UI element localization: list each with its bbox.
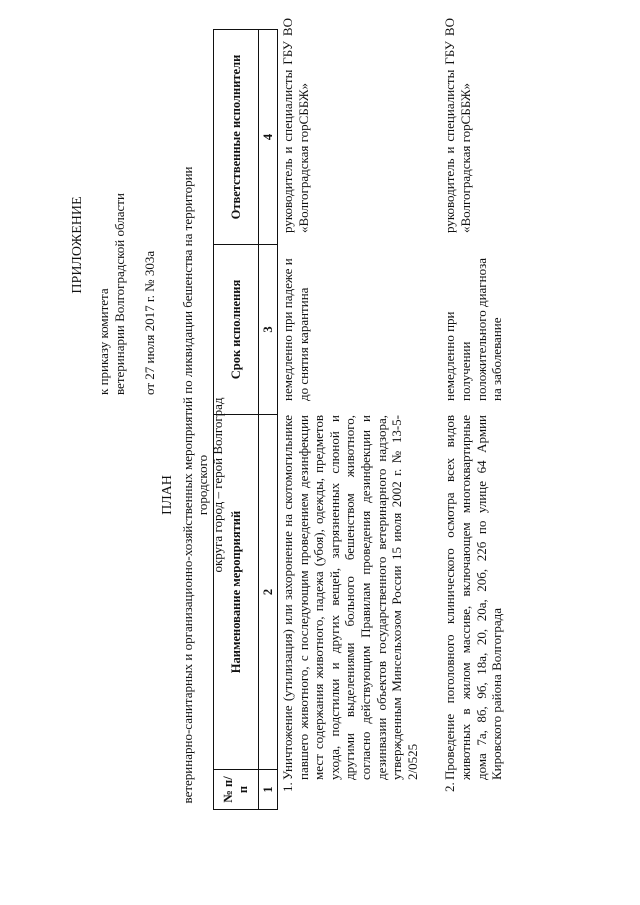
plan-subtitle-line-1: ветеринарно-санитарных и организационно-хозяйственных мероприятий по ликвидации бешенства на территории городского [180, 166, 210, 804]
table-row [280, 10, 420, 810]
plan-subtitle-line-2: округа город – герой Волгоград [210, 397, 225, 573]
table-row [442, 10, 504, 810]
row-deadline: немедленно при получении положительного диагноза на заболевание [442, 257, 505, 401]
column-number-row [259, 30, 278, 810]
row-measure: Проведение поголовного клинического осмотра всех видов животных в жилом массиве, включающем многоквартирные дома 7а, 8б, 9б, 18а, 20, 20а, 20б, 22б по улице 64 Армии Кировского района Волгограда [442, 415, 505, 780]
row-measure: Уничтожение (утилизация) или захоронение на скотомогильнике павшего животного, с последующим проведением дезинфекции мест содержания животного, падежа (убоя), одежды, предметов ухода, подстилки и других вещей, загрязненных слюной и другими выделениями больного бешенством животного, согласно действующим Правилам проведения дезинфекции и дезинвазии объектов государственного ветеринарного надзора, утвержденным Минсельхозом России 15 июля 2002 г. № 13-5-2/0525 [280, 415, 420, 780]
appendix-line-1: к приказу комитета [96, 288, 111, 395]
plan-title: ПЛАН [160, 475, 175, 515]
column-number-2: 2 [259, 415, 278, 770]
appendix-line-2: ветеринарии Волгоградской области [112, 193, 127, 395]
header-cell-responsible: Ответственные исполнители [214, 30, 259, 245]
row-deadline: немедленно при падеже и до снятия карантина [280, 258, 311, 401]
header-cell-name: Наименование мероприятий [214, 415, 259, 770]
header-cell-deadline: Срок исполнения [214, 245, 259, 415]
row-responsible: руководитель и специалисты ГБУ ВО «Волгоградская горСББЖ» [280, 18, 311, 233]
plan-rows [280, 10, 527, 810]
appendix-title: ПРИЛОЖЕНИЕ [70, 196, 85, 294]
row-responsible: руководитель и специалисты ГБУ ВО «Волгоградская горСББЖ» [442, 18, 473, 233]
column-number-4: 4 [259, 30, 278, 245]
column-number-3: 3 [259, 245, 278, 415]
appendix-date: от 27 июля 2017 г. № 303а [142, 250, 157, 395]
appendix-block [70, 95, 158, 395]
header-cell-number: № п/п [214, 770, 259, 810]
header-row [214, 30, 259, 810]
row-number: 2. [442, 782, 458, 792]
plan-header-table [213, 29, 278, 810]
column-number-1: 1 [259, 770, 278, 810]
row-number: 1. [280, 782, 295, 792]
